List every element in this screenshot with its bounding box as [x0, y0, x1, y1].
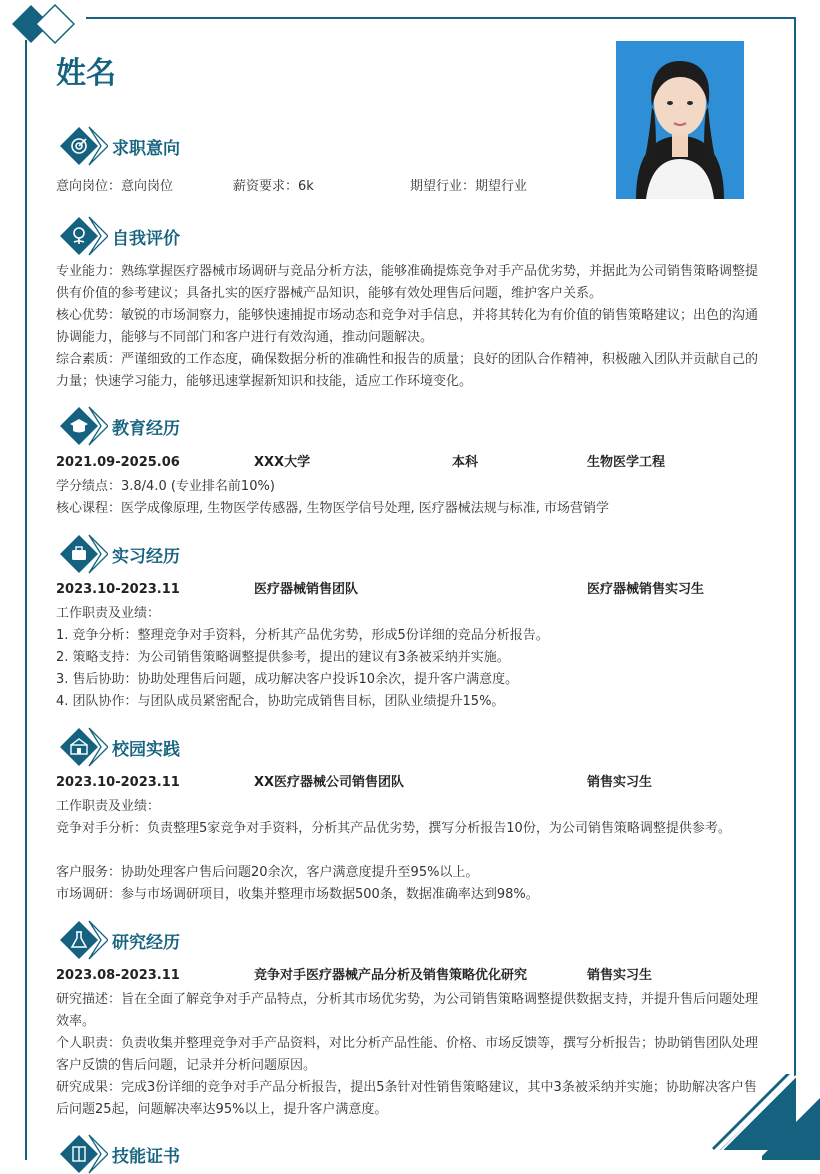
education-gpa: 学分绩点：3.8/4.0 (专业排名前10%)	[56, 479, 275, 494]
briefcase-icon	[60, 534, 108, 574]
campus-item: 市场调研：参与市场调研项目，收集并整理市场数据500条，数据准确率达到98%。	[56, 887, 539, 902]
frame-top-line	[86, 17, 796, 19]
research-item: 研究成果：完成3份详细的竞争对手产品分析报告，提出5条针对性销售策略建议，其中3条被采纳并实施；协助解决客户售后问题25起，问题解决率达95%以上，提升客户满意度。	[56, 1080, 757, 1117]
education-date: 2021.09-2025.06	[56, 455, 180, 470]
self-eval-strengths: 核心优势：敏锐的市场洞察力，能够快速捕捉市场动态和竞争对手信息，并将其转化为有价值的销售策略建议；出色的沟通协调能力，能够与不同部门和客户进行有效沟通，推动问题解决。	[56, 308, 759, 345]
campus-intro: 工作职责及业绩：	[56, 799, 161, 814]
section-title-text: 自我评价	[112, 228, 180, 249]
education-major: 生物医学工程	[587, 455, 666, 470]
section-title-campus	[60, 727, 180, 767]
section-title-text: 实习经历	[112, 546, 180, 567]
campus-date: 2023.10-2023.11	[56, 775, 180, 790]
section-title-internship	[60, 534, 180, 574]
candidate-name: 姓名	[56, 56, 116, 91]
corner-diamond-decoration	[0, 0, 90, 50]
education-school: XXX大学	[254, 455, 311, 470]
internship-company: 医疗器械销售团队	[254, 582, 359, 597]
frame-left-line	[25, 40, 27, 1160]
target-icon	[60, 126, 108, 166]
internship-role: 医疗器械销售实习生	[587, 582, 705, 597]
section-title-text: 求职意向	[112, 138, 180, 159]
research-date: 2023.08-2023.11	[56, 968, 180, 983]
intent-industry: 期望行业：期望行业	[410, 179, 528, 194]
internship-date: 2023.10-2023.11	[56, 582, 180, 597]
internship-item: 2. 策略支持：为公司销售策略调整提供参考，提出的建议有3条被采纳并实施。	[56, 650, 510, 665]
frame-right-line	[794, 17, 796, 1160]
research-item: 研究描述：旨在全面了解竞争对手产品特点，分析其市场优劣势，为公司销售策略调整提供数据支持，并提升售后问题处理效率。	[56, 992, 759, 1029]
flask-icon	[60, 920, 108, 960]
section-title-text: 校园实践	[112, 739, 180, 760]
section-title-text: 教育经历	[112, 418, 180, 439]
self-eval-professional: 专业能力：熟练掌握医疗器械市场调研与竞品分析方法，能够准确提炼竞争对手产品优劣势，并据此为公司销售策略调整提供有价值的参考建议；具备扎实的医疗器械产品知识，能够有效处理售后问题，维护客户关系。	[56, 264, 759, 301]
self-eval-qualities: 综合素质：严谨细致的工作态度，确保数据分析的准确性和报告的质量；良好的团队合作精神，积极融入团队并贡献自己的力量；快速学习能力，能够迅速掌握新知识和技能，适应工作环境变化。	[56, 352, 759, 389]
intent-salary: 薪资要求：6k	[233, 179, 314, 194]
research-role: 销售实习生	[587, 968, 653, 983]
section-title-education	[60, 406, 180, 446]
section-title-intent	[60, 126, 180, 166]
research-item: 个人职责：负责收集并整理竞争对手产品资料，对比分析产品性能、价格、市场反馈等，撰写分析报告；协助销售团队处理客户反馈的售后问题，记录并分析问题原因。	[56, 1036, 759, 1073]
campus-role: 销售实习生	[587, 775, 653, 790]
campus-item: 客户服务：协助处理客户售后问题20余次，客户满意度提升至95%以上。	[56, 865, 479, 880]
section-title-text: 技能证书	[112, 1146, 180, 1167]
book-icon	[60, 1134, 108, 1174]
profile-photo	[616, 41, 744, 199]
flower-icon	[60, 216, 108, 256]
graduation-cap-icon	[60, 406, 108, 446]
section-title-text: 研究经历	[112, 932, 180, 953]
internship-item: 4. 团队协作：与团队成员紧密配合，协助完成销售目标，团队业绩提升15%。	[56, 694, 505, 709]
section-title-self	[60, 216, 180, 256]
section-title-research	[60, 920, 180, 960]
section-title-skills	[60, 1134, 180, 1174]
internship-intro: 工作职责及业绩：	[56, 606, 161, 621]
education-courses: 核心课程：医学成像原理, 生物医学传感器, 生物医学信号处理, 医疗器械法规与标准, 市场营销学	[56, 501, 610, 516]
education-degree: 本科	[452, 455, 479, 470]
school-icon	[60, 727, 108, 767]
campus-org: XX医疗器械公司销售团队	[254, 775, 405, 790]
internship-item: 1. 竞争分析：整理竞争对手资料，分析其产品优劣势，形成5份详细的竞品分析报告。	[56, 628, 549, 643]
internship-item: 3. 售后协助：协助处理售后问题，成功解决客户投诉10余次，提升客户满意度。	[56, 672, 519, 687]
campus-item: 竞争对手分析：负责整理5家竞争对手资料，分析其产品优劣势，撰写分析报告10份，为公司销售策略调整提供参考。	[56, 821, 731, 836]
intent-position: 意向岗位：意向岗位	[56, 179, 174, 194]
research-project: 竞争对手医疗器械产品分析及销售策略优化研究	[254, 968, 528, 983]
